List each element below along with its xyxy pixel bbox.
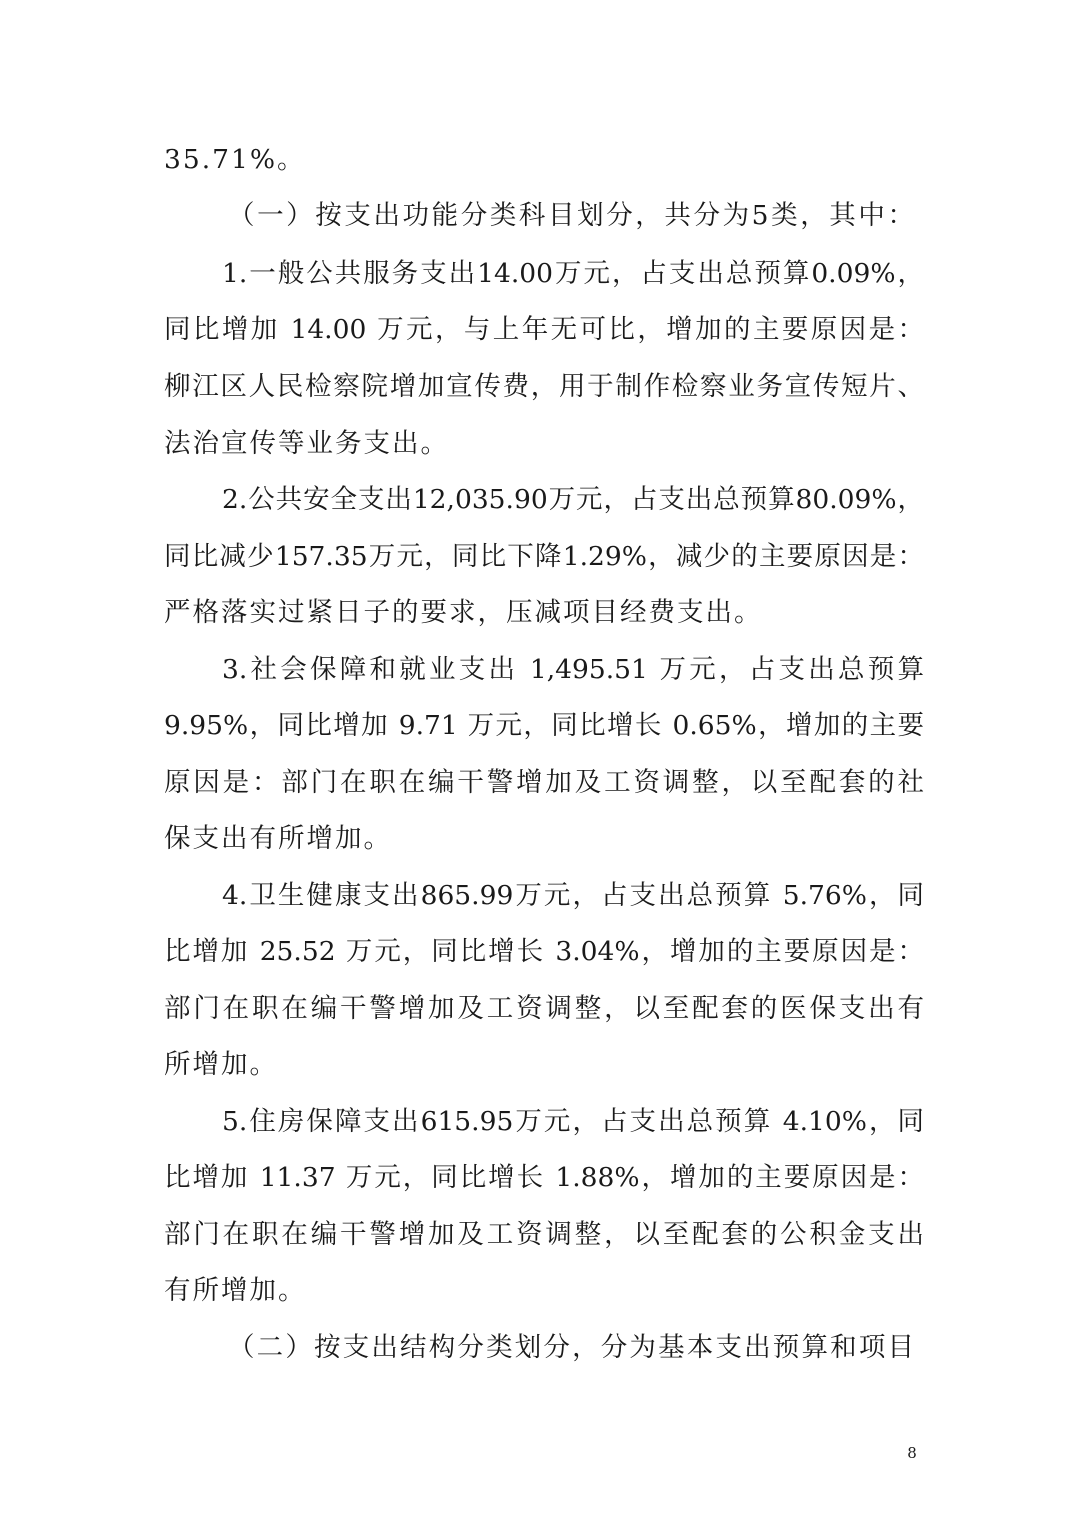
- item-3-line-2: 9.95%，同比增加 9.71 万元，同比增长 0.65%，增加的主要: [164, 710, 924, 741]
- item-3-line-1: 3.社会保障和就业支出 1,495.51 万元，占支出总预算: [222, 654, 924, 685]
- item-4-line-2: 比增加 25.52 万元，同比增长 3.04%，增加的主要原因是：: [164, 936, 924, 967]
- section-heading-1: （一）按支出功能分类科目划分，共分为5类，其中：: [228, 200, 914, 231]
- item-5-line-3: 部门在职在编干警增加及工资调整，以至配套的公积金支出: [164, 1219, 924, 1250]
- item-3-line-4: 保支出有所增加。: [164, 823, 392, 854]
- item-3-line-3: 原因是：部门在职在编干警增加及工资调整，以至配套的社: [164, 767, 924, 798]
- item-5-line-1: 5.住房保障支出615.95万元，占支出总预算 4.10%，同: [222, 1106, 924, 1137]
- section-heading-2: （二）按支出结构分类划分，分为基本支出预算和项目: [228, 1332, 914, 1363]
- item-2-line-1: 2.公共安全支出12,035.90万元，占支出总预算80.09%，: [222, 484, 924, 515]
- item-4-line-3: 部门在职在编干警增加及工资调整，以至配套的医保支出有: [164, 993, 924, 1024]
- item-5-line-2: 比增加 11.37 万元，同比增长 1.88%，增加的主要原因是：: [164, 1162, 924, 1193]
- item-4-line-4: 所增加。: [164, 1049, 278, 1080]
- page-number: 8: [907, 1444, 917, 1462]
- item-1-line-2: 同比增加 14.00 万元，与上年无可比，增加的主要原因是：: [164, 314, 924, 345]
- text-line-1: 35.71%。: [164, 144, 306, 175]
- item-1-line-1: 1.一般公共服务支出14.00万元，占支出总预算0.09%，: [222, 258, 924, 289]
- item-2-line-2: 同比减少157.35万元，同比下降1.29%，减少的主要原因是：: [164, 541, 924, 572]
- item-1-line-3: 柳江区人民检察院增加宣传费，用于制作检察业务宣传短片、: [164, 371, 924, 402]
- item-1-line-4: 法治宣传等业务支出。: [164, 428, 449, 459]
- item-5-line-4: 有所增加。: [164, 1275, 307, 1306]
- item-4-line-1: 4.卫生健康支出865.99万元，占支出总预算 5.76%，同: [222, 880, 924, 911]
- item-2-line-3: 严格落实过紧日子的要求，压减项目经费支出。: [164, 597, 763, 628]
